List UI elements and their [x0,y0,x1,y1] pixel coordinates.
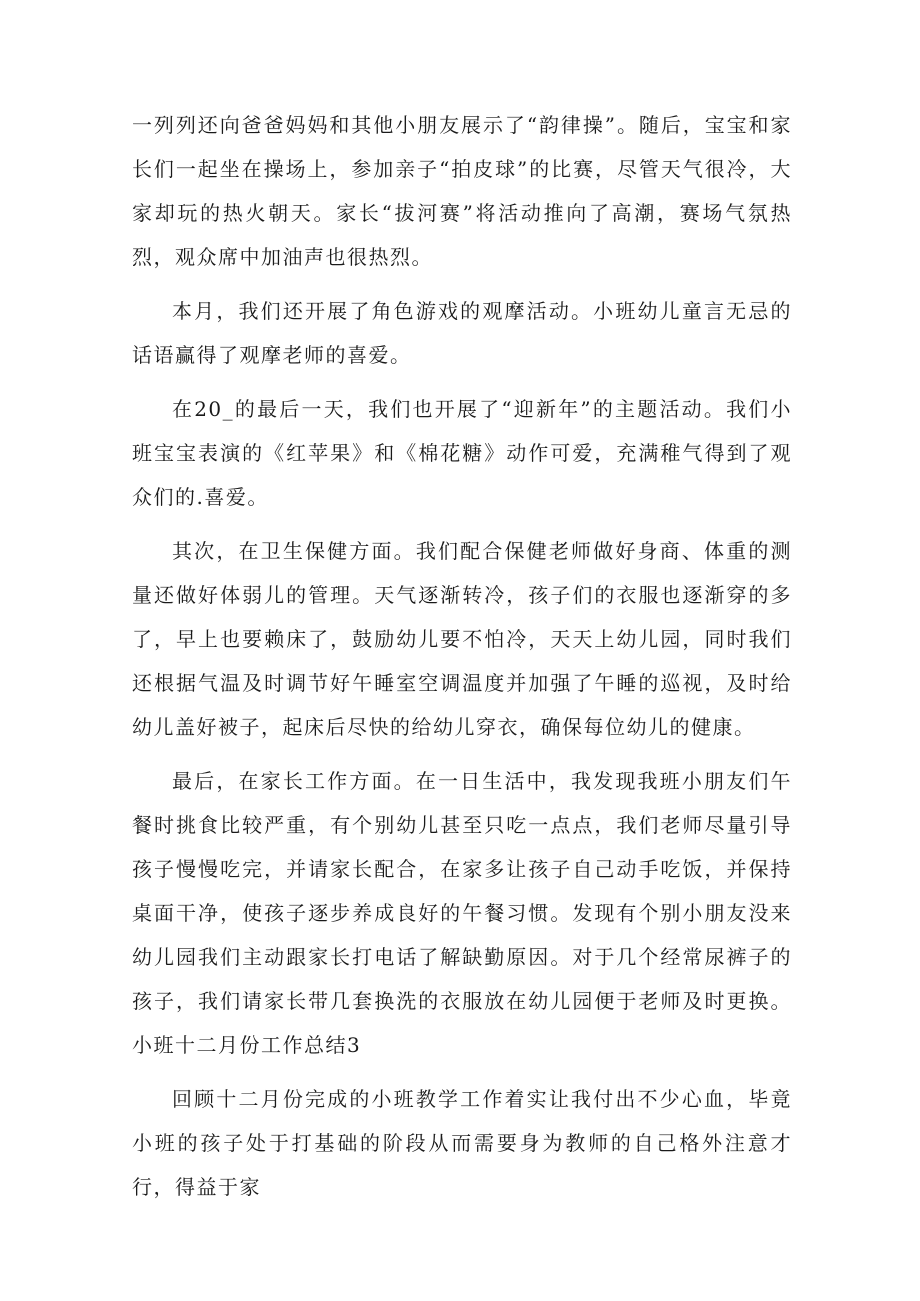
paragraph-3: 在20_的最后一天，我们也开展了“迎新年”的主题活动。我们小班宝宝表演的《红苹果》和《棉花糖》动作可爱，充满稚气得到了观众们的.喜爱。 [132,397,792,509]
document-body [132,103,792,1219]
paragraph-4: 其次，在卫生保健方面。我们配合保健老师做好身商、体重的测量还做好体弱儿的管理。天气逐渐转冷，孩子们的衣服也逐渐穿的多了，早上也要赖床了，鼓励幼儿要不怕冷，天天上幼儿园，同时我们还根据气温及时调节好午睡室空调温度并加强了午睡的巡视，及时给幼儿盖好被子，起床后尽快的给幼儿穿衣，确保每位幼儿的健康。 [132,539,792,739]
paragraph-2: 本月，我们还开展了角色游戏的观摩活动。小班幼儿童言无忌的话语赢得了观摩老师的喜爱。 [132,299,792,367]
paragraph-1: 一列列还向爸爸妈妈和其他小朋友展示了“韵律操”。随后，宝宝和家长们一起坐在操场上，参加亲子“拍皮球”的比赛，尽管天气很冷，大家却玩的热火朝天。家长“拔河赛”将活动推向了高潮，赛场气氛热烈，观众席中加油声也很热烈。 [132,113,792,269]
paragraph-5: 最后，在家长工作方面。在一日生活中，我发现我班小朋友们午餐时挑食比较严重，有个别幼儿甚至只吃一点点，我们老师尽量引导孩子慢慢吃完，并请家长配合，在家多让孩子自己动手吃饭，并保持桌面干净，使孩子逐步养成良好的午餐习惯。发现有个别小朋友没来幼儿园我们主动跟家长打电话了解缺勤原因。对于几个经常尿裤子的孩子，我们请家长带几套换洗的衣服放在幼儿园便于老师及时更换。小班十二月份工作总结3 [132,769,792,1057]
paragraph-6: 回顾十二月份完成的小班教学工作着实让我付出不少心血，毕竟小班的孩子处于打基础的阶段从而需要身为教师的自己格外注意才行，得益于家 [132,1087,792,1199]
